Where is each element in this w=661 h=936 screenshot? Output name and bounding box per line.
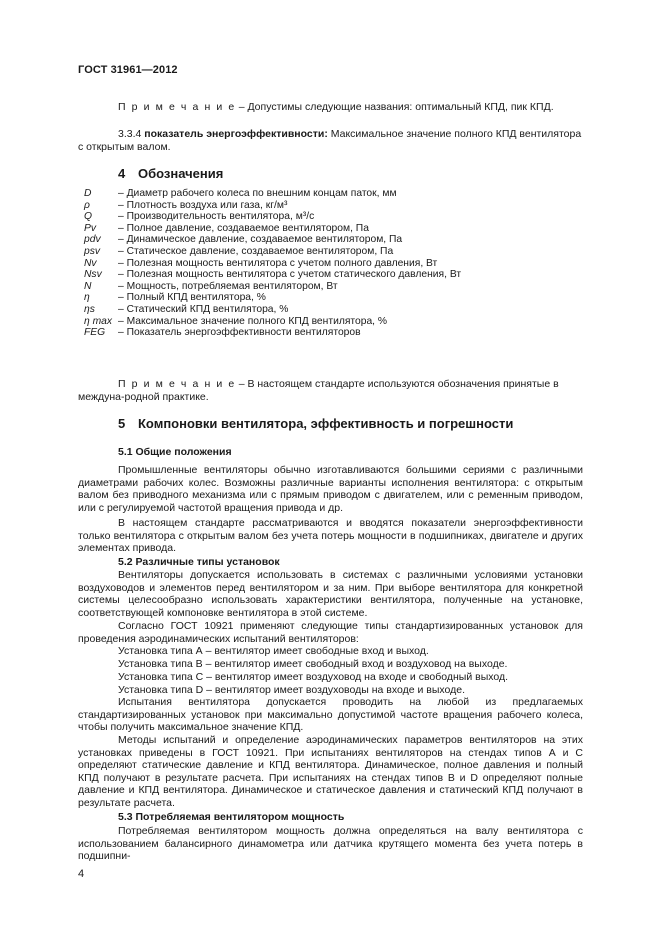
symbol-description: – Полное давление, создаваемое вентилятором, Па <box>118 222 369 234</box>
symbol: η <box>84 292 90 304</box>
symbol-row <box>84 211 584 223</box>
symbols-list <box>84 188 584 339</box>
document-header: ГОСТ 31961—2012 <box>78 64 178 76</box>
symbol-description: – Динамическое давление, создаваемое вентилятором, Па <box>118 234 403 246</box>
section-title: Компоновки вентилятора, эффективность и погрешности <box>138 416 514 431</box>
symbol: Nsv <box>84 269 102 281</box>
symbol-row <box>84 292 584 304</box>
note-notation <box>78 378 583 403</box>
section-title: Обозначения <box>138 166 224 181</box>
paragraph: Методы испытаний и определение аэродинамических параметров вентиляторов на этих установках приведены в ГОСТ 10921. При испытаниях вентиляторов на стендах типов А и С определяют статические давление и КПД вентилятора. Динамическое, полное давления и полный КПД получают в результате расчета. При испытаниях на стендах типов В и D определяют полные давление и КПД вентилятора. Динамическое и статическое давления и статический КПД получают в результате расчета. <box>78 734 583 809</box>
symbol-row <box>84 327 584 339</box>
note-text: – В настоящем стандарте используются обозначения принятые в междуна-родной практике. <box>78 378 559 403</box>
note-text: – Допустимы следующие названия: оптимальный КПД, пик КПД. <box>235 101 554 113</box>
clause-text: Максимальное значение полного КПД вентилятора с открытым валом. <box>78 128 582 153</box>
paragraph: Согласно ГОСТ 10921 применяют следующие типы стандартизированных установок для проведения аэродинамических испытаний вентиляторов: <box>78 620 583 645</box>
section-number: 5 <box>118 416 126 431</box>
symbol-description: – Показатель энергоэффективности вентиляторов <box>118 327 361 339</box>
section-5-heading <box>118 416 513 431</box>
symbol-row <box>84 258 584 270</box>
symbol-description: – Полезная мощность вентилятора с учетом статического давления, Вт <box>118 269 462 281</box>
clause-3-3-4 <box>78 128 583 153</box>
symbol: Pv <box>84 222 97 234</box>
list-item: Установка типа С – вентилятор имеет воздуховод на входе и свободный выход. <box>118 671 509 683</box>
clause-number: 3.3.4 <box>118 128 145 140</box>
symbol-description: – Полный КПД вентилятора, % <box>118 292 266 304</box>
list-item: Установка типа А – вентилятор имеет свободные вход и выход. <box>118 645 429 657</box>
symbol-description: – Плотность воздуха или газа, кг/м³ <box>118 199 288 211</box>
symbol-description: – Мощность, потребляемая вентилятором, Вт <box>118 280 338 292</box>
symbol: D <box>84 188 92 199</box>
paragraph: Промышленные вентиляторы обычно изготавливаются большими сериями с различными диаметрами рабочих колес. Возможны различные варианты исполнения вентилятора: с открытым валом без приводного механизма или с прямым приводом с двигателем, или с ременным приводом, или с регулируемой частотой вращения привода и др. <box>78 464 583 514</box>
symbol: ηs <box>84 303 95 315</box>
symbol: ρ <box>84 199 90 211</box>
note-label: П р и м е ч а н и е <box>118 101 236 113</box>
subsection-5-3-title: 5.3 Потребляемая вентилятором мощность <box>118 811 345 823</box>
paragraph: Потребляемая вентилятором мощность должна определяться на валу вентилятора с использованием балансирного динамометра или датчика крутящего момента без учета потерь в подшипни- <box>78 825 583 863</box>
symbol-row <box>84 269 584 281</box>
symbol-row <box>84 188 584 200</box>
symbol: Q <box>84 211 93 223</box>
symbol-row <box>84 200 584 212</box>
symbol: FEG <box>84 327 106 339</box>
symbol: η max <box>84 315 113 327</box>
list-item: Установка типа D – вентилятор имеет воздуховоды на входе и выходе. <box>118 684 465 696</box>
symbol-row <box>84 304 584 316</box>
subsection-5-2-title: 5.2 Различные типы установок <box>118 556 280 568</box>
symbol-row <box>84 316 584 328</box>
symbol-row <box>84 281 584 293</box>
symbol: psv <box>84 245 101 257</box>
subsection-5-1-title: 5.1 Общие положения <box>118 446 232 458</box>
symbol-description: – Статическое давление, создаваемое вентилятором, Па <box>118 245 394 257</box>
note-label: П р и м е ч а н и е <box>118 378 236 390</box>
symbol-description: – Полезная мощность вентилятора с учетом полного давления, Вт <box>118 257 438 269</box>
page-number: 4 <box>78 868 85 880</box>
paragraph: Вентиляторы допускается использовать в системах с различными условиями установки воздуховодов и элементов перед вентилятором и за ним. При выборе вентилятора для конкретной системы целесообразно использовать характеристики вентилятора, полученные на установке, соответствующей компоновке вентилятора в этой системе. <box>78 569 583 619</box>
clause-term: показатель энергоэффективности: <box>144 128 328 140</box>
symbol-description: – Производительность вентилятора, м³/с <box>118 211 315 223</box>
symbol-row <box>84 234 584 246</box>
paragraph: Испытания вентилятора допускается проводить на любой из предлагаемых стандартизированных установок при максимально допустимой частоте вращения рабочего колеса, чтобы получить максимальное значение КПД. <box>78 696 583 734</box>
symbol: N <box>84 280 92 292</box>
symbol-row <box>84 246 584 258</box>
symbol-description: – Статический КПД вентилятора, % <box>118 303 289 315</box>
symbol-description: – Максимальное значение полного КПД вентилятора, % <box>118 315 388 327</box>
section-4-heading <box>118 166 223 181</box>
symbol: Nv <box>84 257 97 269</box>
list-item: Установка типа В – вентилятор имеет свободный вход и воздуховод на выходе. <box>118 658 508 670</box>
note-definitions <box>78 101 583 114</box>
symbol-row <box>84 223 584 235</box>
paragraph: В настоящем стандарте рассматриваются и вводятся показатели энергоэффективности только вентилятора с открытым валом без учета потерь мощности в подшипниках, двигателе и других элементах привода. <box>78 517 583 555</box>
section-number: 4 <box>118 166 126 181</box>
symbol-description: – Диаметр рабочего колеса по внешним концам паток, мм <box>118 188 397 199</box>
symbol: pdv <box>84 234 101 246</box>
